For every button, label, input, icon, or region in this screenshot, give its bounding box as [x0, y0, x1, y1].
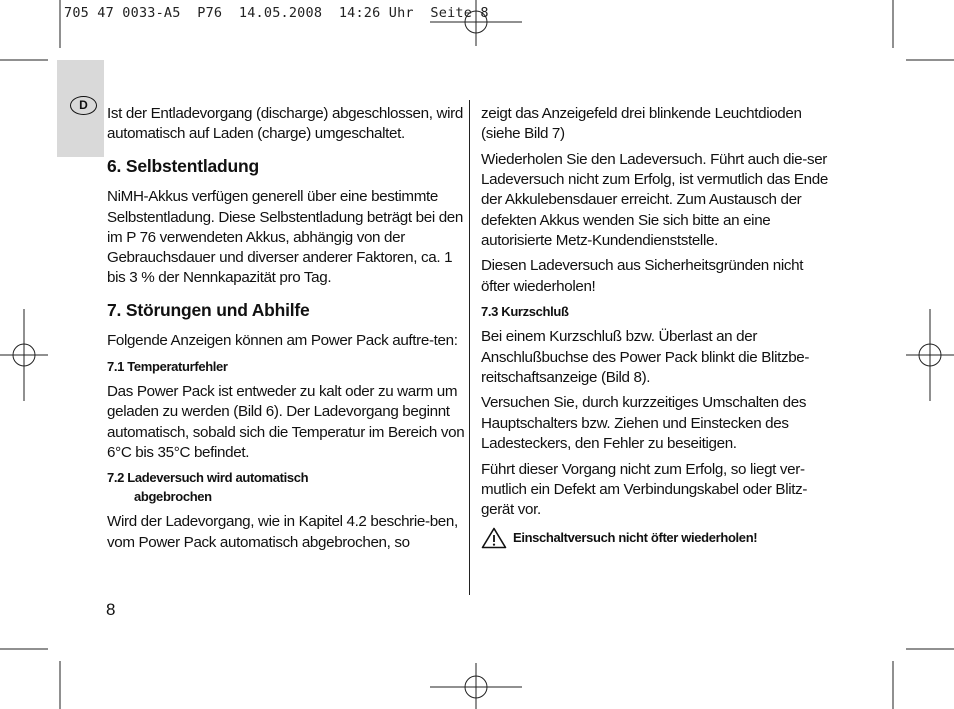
column-divider [469, 100, 470, 595]
section-7-2-body: Wird der Ladevorgang, wie in Kapitel 4.2 beschrie-ben, vom Power Pack automatisch abgebrochen, so [107, 513, 458, 551]
section-7-3-paragraph-2: Versuchen Sie, durch kurzzeitiges Umschalten des Hauptschalters bzw. Ziehen und Einstecken des Ladesteckers, den Fehler zu beseitigen. [481, 394, 807, 452]
warning-note [481, 527, 833, 549]
section-7-3-heading: 7.3 Kurzschluß [481, 304, 569, 320]
section-7-2-heading [107, 468, 467, 506]
section-7-3-paragraph-1: Bei einem Kurzschluß bzw. Überlast an der Anschlußbuchse des Power Pack blinkt die Blitzbe-reitschaftsanzeige (Bild 8). [481, 328, 810, 386]
page-number: 8 [106, 600, 116, 619]
registration-mark-top [430, 0, 522, 46]
registration-mark-right [906, 309, 954, 401]
section-7-2-heading-line1: 7.2 Ladeversuch wird automatisch [107, 470, 309, 486]
section-6-heading: 6. Selbstentladung [107, 156, 259, 177]
section-7-2-heading-line2: abgebrochen [134, 489, 212, 505]
section-7-1-heading: 7.1 Temperaturfehler [107, 359, 228, 375]
section-6-body: NiMH-Akkus verfügen generell über eine bestimmte Selbstentladung. Diese Selbstentladung beträgt bei den im P 76 verwendeten Akkus, abhängig von der Gebrauchsdauer und diverser anderer Faktoren, ca. 1 bis 3 % der Nennkapazität pro Tag. [107, 188, 463, 287]
language-badge: D [70, 96, 97, 115]
warning-text: Einschaltversuch nicht öfter wiederholen! [513, 530, 758, 546]
left-column [107, 104, 467, 558]
right-paragraph-2: Wiederholen Sie den Ladeversuch. Führt auch die-ser Ladeversuch nicht zum Erfolg, ist vermutlich das Ende der Akkulebensdauer erreicht. Zum Austausch der defekten Akkus wenden Sie sich bitte an eine autorisierte Metz-Kundendienststelle. [481, 150, 828, 249]
right-paragraph-1: zeigt das Anzeigefeld drei blinkende Leuchtdioden (siehe Bild 7) [481, 105, 802, 143]
registration-mark-bottom [430, 663, 522, 709]
intro-paragraph: Ist der Entladevorgang (discharge) abgeschlossen, wird automatisch auf Laden (charge) umgeschaltet. [107, 105, 463, 143]
right-column [481, 104, 833, 549]
warning-triangle-icon [481, 527, 507, 549]
section-7-3-paragraph-3: Führt dieser Vorgang nicht zum Erfolg, so liegt ver-mutlich ein Defekt am Verbindungskabel oder Blitz-gerät vor. [481, 460, 808, 518]
section-7-1-body: Das Power Pack ist entweder zu kalt oder zu warm um geladen zu werden (Bild 6). Der Ladevorgang beginnt automatisch, sobald sich die Temperatur im Bereich von 6°C bis 35°C befindet. [107, 383, 465, 461]
section-7-body: Folgende Anzeigen können am Power Pack auftre-ten: [107, 332, 458, 350]
section-7-heading: 7. Störungen und Abhilfe [107, 300, 310, 321]
registration-mark-left [0, 309, 48, 401]
right-paragraph-3: Diesen Ladeversuch aus Sicherheitsgründen nicht öfter wiederholen! [481, 257, 804, 295]
print-header: 705 47 0033-A5 P76 14.05.2008 14:26 Uhr Seite 8 [64, 5, 489, 21]
